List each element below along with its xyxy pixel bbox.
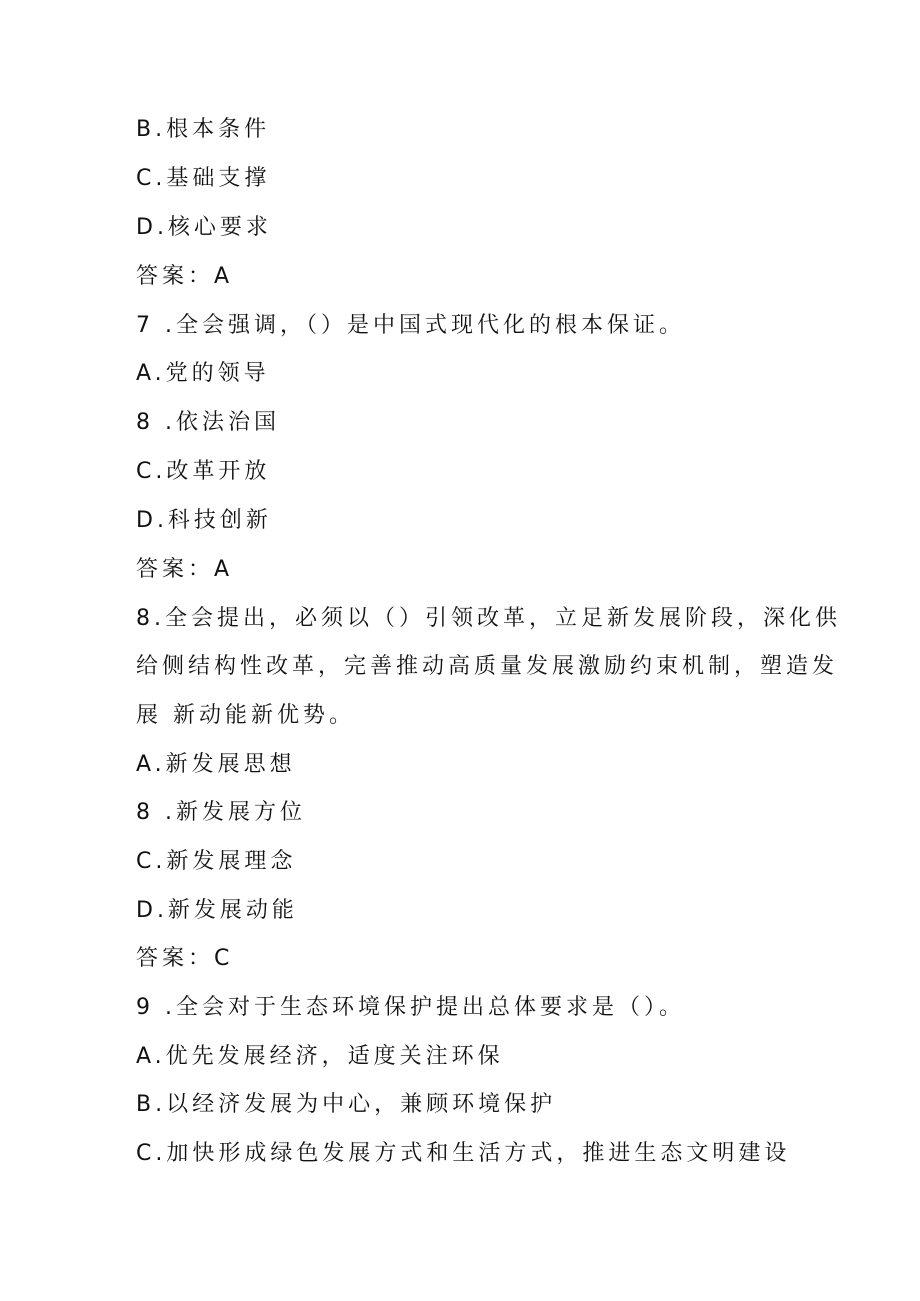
option-b: B.以经济发展为中心，兼顾环境保护 xyxy=(136,1092,557,1117)
option-c: C.加快形成绿色发展方式和生活方式，推进生态文明建设 xyxy=(136,1141,791,1166)
answer-line: 答案：C xyxy=(136,946,234,971)
option-a: A.新发展思想 xyxy=(136,752,296,777)
option-d: D.核心要求 xyxy=(136,215,272,240)
question-7: 7 .全会强调，（）是中国式现代化的根本保证。 xyxy=(136,313,685,338)
option-a: A.优先发展经济，适度关注环保 xyxy=(136,1044,504,1069)
question-8-line-1: 8.全会提出，必须以（）引领改革，立足新发展阶段，深化供 xyxy=(136,606,841,631)
option-c: C.改革开放 xyxy=(136,459,271,484)
question-8-line-3: 展 新动能新优势。 xyxy=(136,703,355,728)
answer-line: 答案：A xyxy=(136,264,234,289)
option-a: A.党的领导 xyxy=(136,361,270,386)
question-8-line-2: 给侧结构性改革，完善推动高质量发展激励约束机制，塑造发 xyxy=(136,654,839,679)
option-d: D.新发展动能 xyxy=(136,898,298,923)
question-9: 9 .全会对于生态环境保护提出总体要求是（）。 xyxy=(136,995,685,1020)
option-c: C.基础支撑 xyxy=(136,166,271,191)
option-b: 8 .新发展方位 xyxy=(136,800,306,825)
option-b: 8 .依法治国 xyxy=(136,410,280,435)
option-c: C.新发展理念 xyxy=(136,849,297,874)
answer-line: 答案：A xyxy=(136,557,234,582)
option-d: D.科技创新 xyxy=(136,508,272,533)
option-b: B.根本条件 xyxy=(136,117,271,142)
